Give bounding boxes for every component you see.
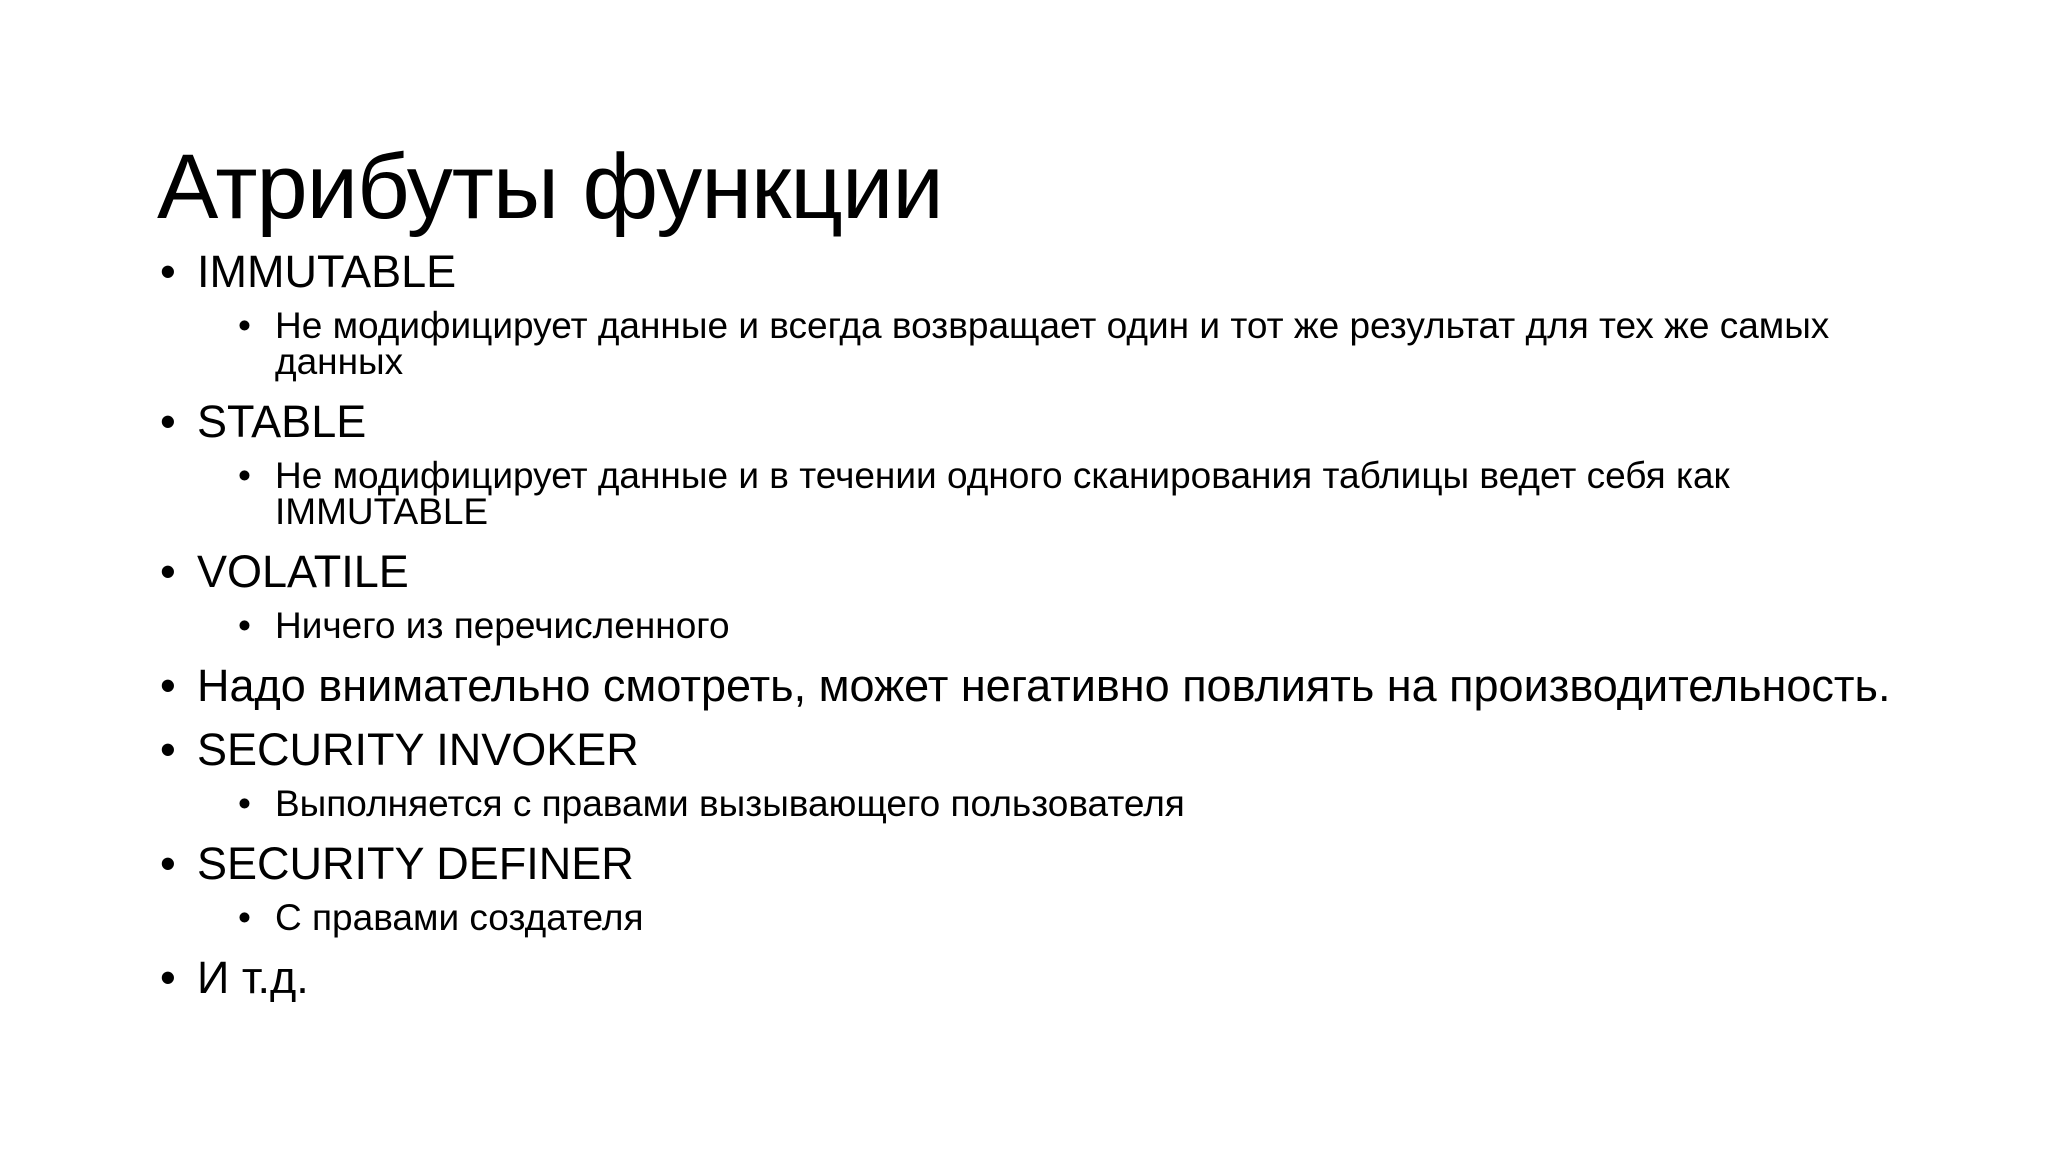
list-item bbox=[160, 396, 1920, 447]
list-item-text: SECURITY INVOKER bbox=[197, 724, 639, 775]
list-item bbox=[160, 246, 1920, 297]
list-item bbox=[160, 952, 1920, 1003]
list-item-text: IMMUTABLE bbox=[197, 246, 457, 297]
bullet-icon: • bbox=[238, 783, 251, 824]
bullet-icon: • bbox=[238, 455, 251, 496]
list-item-text: Ничего из перечисленного bbox=[275, 605, 730, 646]
sub-list-item bbox=[238, 455, 1920, 532]
list-item-text: С правами создателя bbox=[275, 897, 644, 938]
sub-list-item bbox=[238, 783, 1920, 824]
bullet-list bbox=[160, 246, 1920, 1003]
bullet-icon: • bbox=[160, 396, 176, 447]
list-item-text: VOLATILE bbox=[197, 546, 409, 597]
list-item-text: Выполняется с правами вызывающего пользователя bbox=[275, 783, 1185, 824]
bullet-icon: • bbox=[160, 546, 176, 597]
list-item-text: Надо внимательно смотреть, может негативно повлиять на производительность. bbox=[197, 660, 1891, 711]
sub-list-item bbox=[238, 605, 1920, 646]
bullet-icon: • bbox=[238, 605, 251, 646]
bullet-icon: • bbox=[160, 838, 176, 889]
slide-title: Атрибуты функции bbox=[157, 136, 943, 238]
bullet-icon: • bbox=[160, 660, 176, 711]
bullet-icon: • bbox=[238, 897, 251, 938]
list-item bbox=[160, 546, 1920, 597]
bullet-icon: • bbox=[238, 305, 251, 346]
list-item-text: STABLE bbox=[197, 396, 367, 447]
sub-list-item bbox=[238, 305, 1920, 382]
list-item-text: Не модифицирует данные и всегда возвращает один и тот же результат для тех же самых данных bbox=[275, 305, 1830, 382]
list-item bbox=[160, 724, 1920, 775]
list-item bbox=[160, 660, 1920, 711]
bullet-icon: • bbox=[160, 952, 176, 1003]
list-item-text: И т.д. bbox=[197, 952, 309, 1003]
list-item-text: SECURITY DEFINER bbox=[197, 838, 634, 889]
bullet-icon: • bbox=[160, 724, 176, 775]
list-item bbox=[160, 838, 1920, 889]
list-item-text: Не модифицирует данные и в течении одного сканирования таблицы ведет себя как IMMUTABLE bbox=[275, 455, 1730, 532]
bullet-icon: • bbox=[160, 246, 176, 297]
sub-list-item bbox=[238, 897, 1920, 938]
